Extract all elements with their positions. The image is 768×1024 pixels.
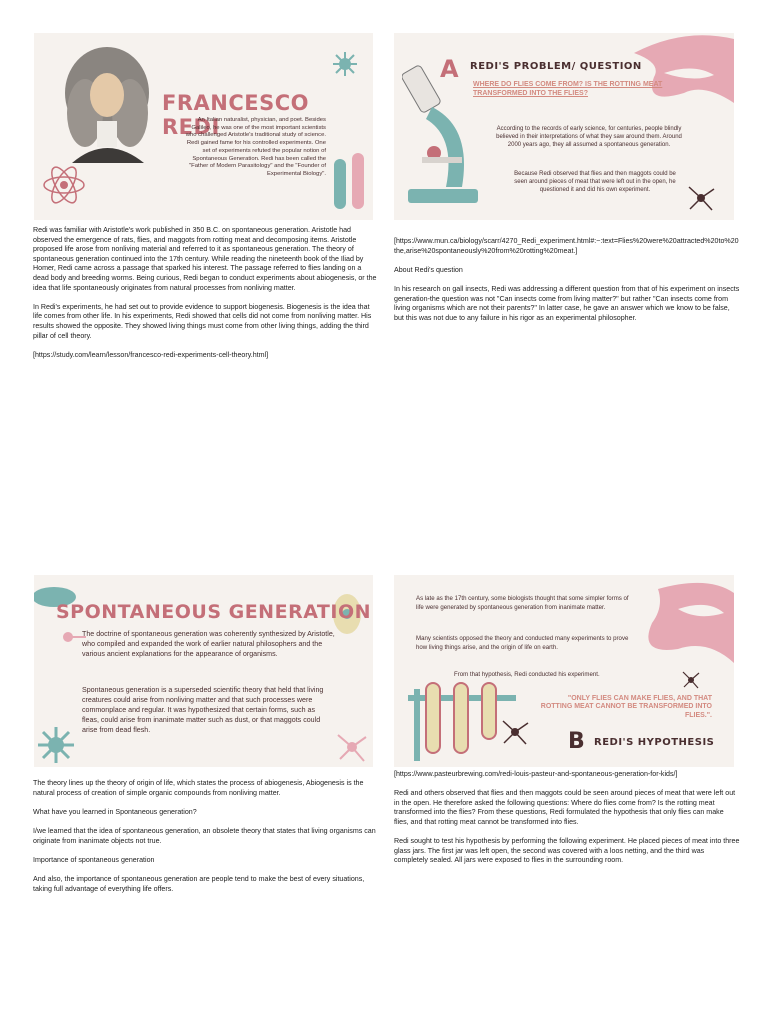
blob-decoration: [638, 579, 734, 663]
slide-paragraph: Spontaneous generation is a superseded scientific theory that held that living creatures could arise from nonliving matter and that such processes were commonplace and regular. It was hypothesized that certain forms, such as fleas, could arise from inanimate matter such as dust, or that maggots could arise from dead flesh.: [82, 686, 324, 734]
slide-redis-problem: [394, 33, 734, 220]
bacteria-icon: [334, 729, 370, 765]
slide-heading: REDI'S PROBLEM/ QUESTION: [470, 61, 642, 72]
question-heading: What have you learned in Spontaneous generation?: [33, 807, 197, 816]
text-block-spontaneous: [33, 779, 379, 904]
paragraph: I/we learned that the idea of spontaneous generation, an obsolete theory that states that living organisms can originate from inanimate objects not true.: [33, 826, 376, 845]
source-link[interactable]: [https://www.mun.ca/biology/scarr/4270_Redi_experiment.html#:~:text=Flies%20were%20attracted%20to%20the,arise%20spontaneously%20from%20rotting%20meat.]: [394, 237, 739, 255]
section-letter: B: [568, 729, 586, 754]
question-heading: Importance of spontaneous generation: [33, 855, 155, 864]
slide-paragraph: According to the records of early science, for centuries, people blindly believed in their interpretations of what they saw around them. Around 2000 years ago, they all assumed a spontaneous generation.: [496, 126, 682, 148]
paragraph: Redi sought to test his hypothesis by performing the following experiment. He placed pieces of meat into three glass jars. The first jar was left open, the second was covered with a loos netting, and the third was completely sealed. All jars were exposed to flies in the surrounding room.: [394, 837, 740, 865]
test-tubes-icon: [330, 149, 370, 215]
atom-icon: [42, 163, 86, 207]
paragraph: Redi and others observed that flies and then maggots could be seen around pieces of meat that were left out in the open. He therefore asked the following questions: Where do flies come from? Is the rotting meat transformed into the flies? From these questions, Redi formulated the hypothesis that only flies can make flies, and that rotting meat cannot be transformed into flies.: [394, 789, 736, 826]
slide-title: FRANCESCO REDI: [162, 91, 309, 139]
paragraph: Redi was familiar with Aristotle's work published in 350 B.C. on spontaneous generation. Aristotle had observed the emergence of rats, flies, and maggots from rotting meat and decomposing items. Aristotle proposed life arose from nonliving material and referred to it as spontaneous generation. The theory of spontaneous generation continued into the 17th century. While reading the nineteenth book of the Iliad by Homer, Redi came across a passage that sparked his interest. The passage referred to flies landing on a dead body and breeding worms. Being curious, Redi began to conduct experiments about abiogenesis, or the idea that life spontaneously originates from natural processes from nonliving matter.: [33, 226, 377, 292]
section-letter: A: [440, 55, 460, 83]
source-link[interactable]: [https://study.com/learn/lesson/francesco-redi-experiments-cell-theory.html]: [33, 350, 269, 359]
blob-decoration: [624, 33, 734, 123]
molecule-icon: [332, 51, 358, 77]
portrait-illustration: [52, 43, 162, 163]
bacteria-icon: [686, 183, 716, 213]
bacteria-icon: [682, 671, 700, 689]
slide-paragraph: Because Redi observed that flies and then maggots could be seen around pieces of meat that were left out in the open, he questioned it and did his own experiment.: [514, 171, 676, 193]
slide-francesco-redi: [34, 33, 373, 220]
hypothesis-quote: "ONLY FLIES CAN MAKE FLIES, AND THAT ROTTING MEAT CANNOT BE TRANSFORMED INTO FLIES.".: [540, 695, 712, 719]
bacteria-icon: [500, 717, 530, 747]
virus-icon: [36, 725, 76, 765]
paragraph: And also, the importance of spontaneous generation are people tend to make the best of every situations, taking full advantage of everything life offers.: [33, 874, 365, 893]
slide-redis-hypothesis: [394, 575, 734, 767]
slide-paragraph: The doctrine of spontaneous generation was coherently synthesized by Aristotle, who compiled and expanded the work of earlier natural philosophers and the various ancient explanations for the appearance of organisms.: [82, 630, 335, 658]
source-link[interactable]: [https://www.pasteurbrewing.com/redi-louis-pasteur-and-spontaneous-generation-for-kids/]: [394, 770, 678, 778]
section-heading: About Redi's question: [394, 265, 463, 274]
slide-title: SPONTANEOUS GENERATION: [56, 601, 372, 623]
slide-paragraph: Many scientists opposed the theory and conducted many experiments to prove how living things arise, and the origin of life on earth.: [416, 635, 629, 651]
slide-question: WHERE DO FLIES COME FROM? IS THE ROTTING MEAT TRANSFORMED INTO THE FLIES?: [473, 81, 663, 97]
paragraph: In Redi's experiments, he had set out to provide evidence to support biogenesis. Biogenesis is the idea that life comes from other life. In his experiments, Redi showed that cells did not come from nonliving matter. His results showed the opposite. They showed living things must come from other living things, adding the third pillar of cell theory.: [33, 302, 372, 340]
text-block-redi: [33, 226, 379, 370]
slide-paragraph: From that hypothesis, Redi conducted his experiment.: [454, 671, 600, 678]
paragraph: In his research on gall insects, Redi was addressing a different question from that of his experiment on insects generation-the question was not "Can insects come from living matter?" but rather "Can insects come from living organisms which are not their parents?" In latter case, he gave an answer which we know to be false, but this was not due to any failure in his rigor as an experimental philosopher.: [394, 284, 740, 322]
slide-spontaneous-generation: [34, 575, 373, 767]
paragraph: The theory lines up the theory of origin of life, which states the process of abiogenesis, Abiogenesis is the natural process of creation of simple organic compounds from nonliving matter.: [33, 779, 364, 797]
text-block-question: [394, 237, 740, 333]
slide-paragraph: As late as the 17th century, some biologists thought that some simpler forms of life were generated by spontaneous generation from inanimate matter.: [416, 595, 629, 611]
slide-description: An Italian naturalist, physician, and poet. Besides Galileo, he was one of the most important scientists who challenged Aristotle's traditional study of science. Redi gained fame for his controlled experiments. One set of experiments refuted the popular notion of Spontaneous Generation. Redi has been called the "Father of Modern Parasitology" and the "Founder of Experimental Biology".: [185, 117, 326, 177]
text-block-hypothesis: [394, 770, 740, 876]
slide-heading: REDI'S HYPOTHESIS: [594, 737, 715, 748]
